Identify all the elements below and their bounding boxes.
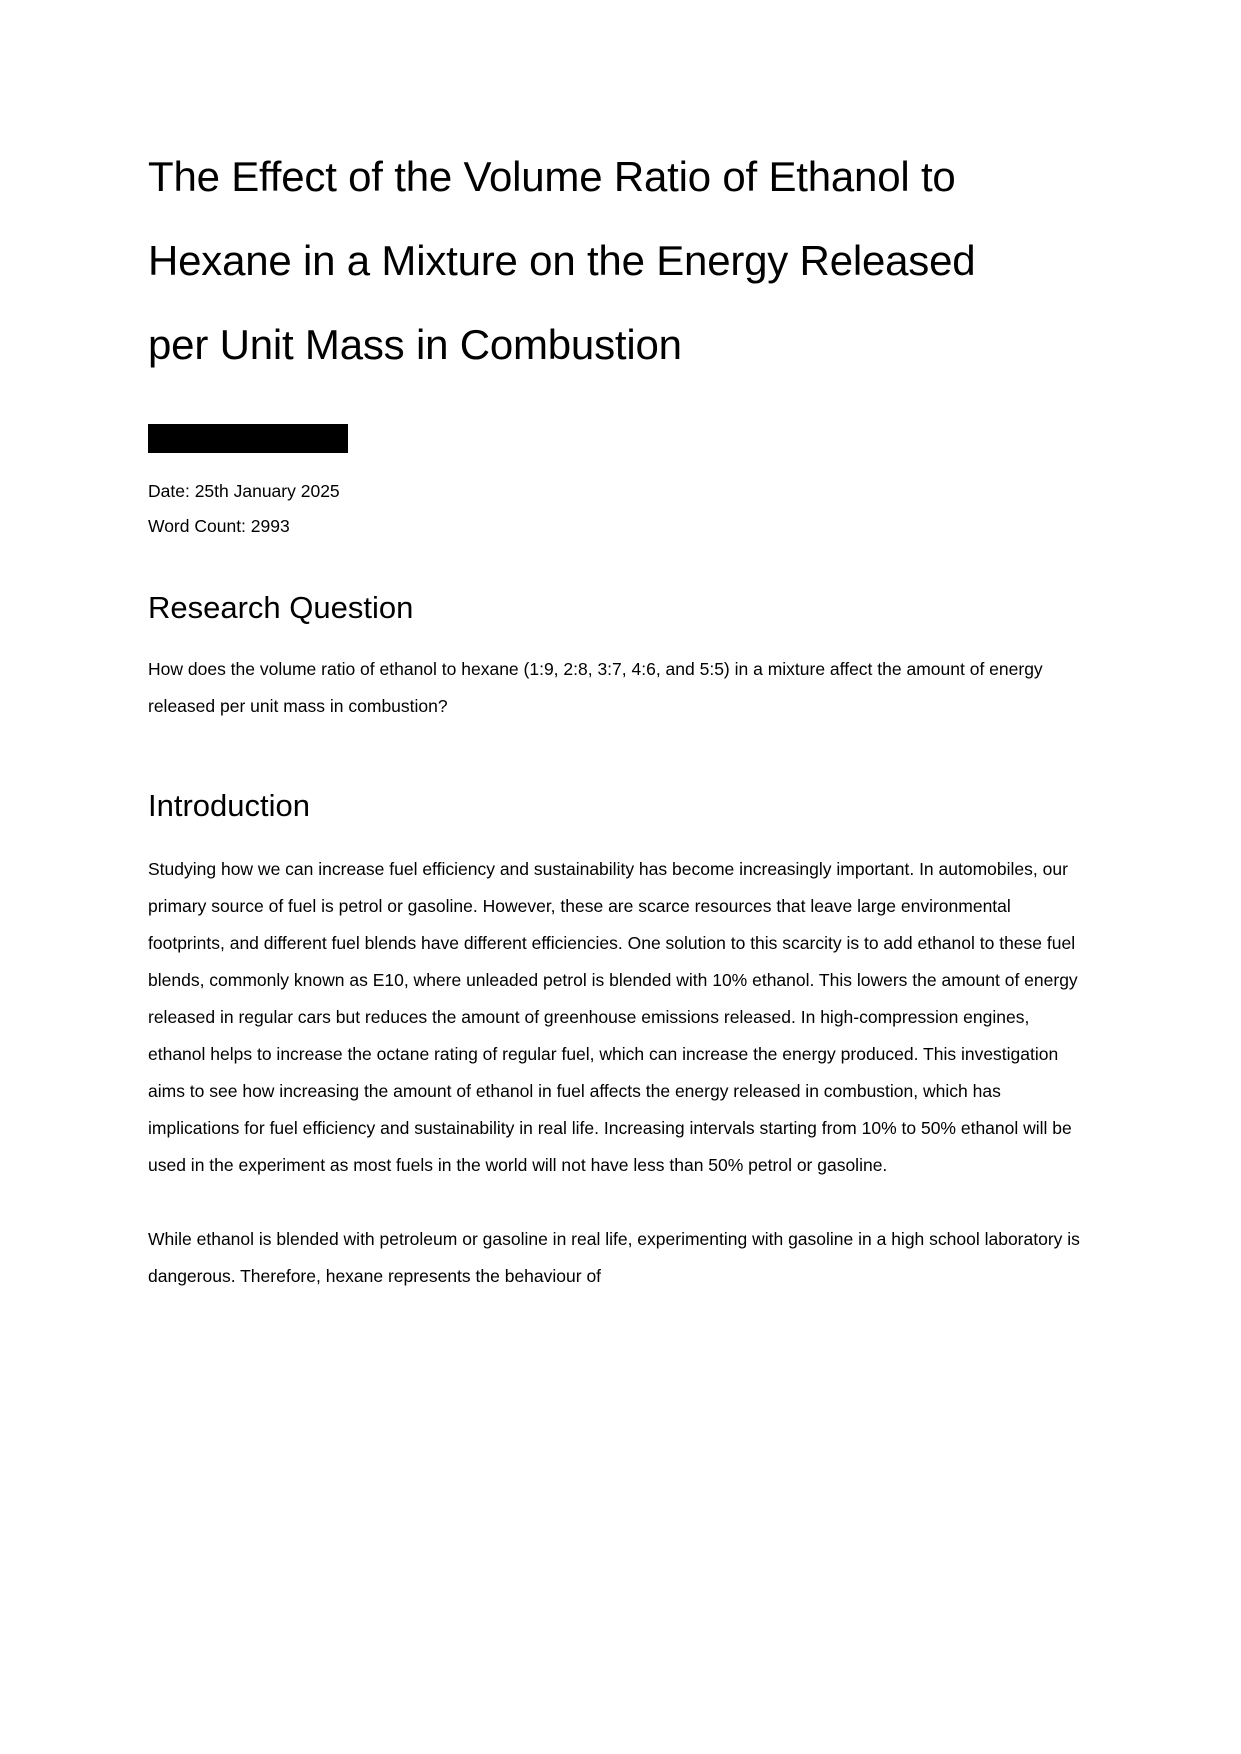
research-question-paragraph: How does the volume ratio of ethanol to hexane (1:9, 2:8, 3:7, 4:6, and 5:5) in a mixture affect the amount of energy released per unit mass in combustion? — [148, 659, 1043, 716]
document-content — [148, 0, 1083, 1295]
redacted-author-block — [148, 424, 348, 453]
page-title: The Effect of the Volume Ratio of Ethanol to Hexane in a Mixture on the Energy Released per Unit Mass in Combustion — [148, 153, 976, 368]
section-heading-introduction: Introduction — [148, 788, 310, 823]
introduction-paragraph-1: Studying how we can increase fuel efficiency and sustainability has become increasingly important. In automobiles, our primary source of fuel is petrol or gasoline. However, these are scarce resources that leave large environmental footprints, and different fuel blends have different efficiencies. One solution to this scarcity is to add ethanol to these fuel blends, commonly known as E10, where unleaded petrol is blended with 10% ethanol. This lowers the amount of energy released in regular cars but reduces the amount of greenhouse emissions released. In high-compression engines, ethanol helps to increase the octane rating of regular fuel, which can increase the energy produced. This investigation aims to see how increasing the amount of ethanol in fuel affects the energy released in combustion, which has implications for fuel efficiency and sustainability in real life. Increasing intervals starting from 10% to 50% ethanol will be used in the experiment as most fuels in the world will not have less than 50% petrol or gasoline. — [148, 859, 1078, 1175]
word-count-line: Word Count: 2993 — [148, 516, 290, 536]
section-heading-research-question: Research Question — [148, 590, 414, 625]
document-metadata — [148, 474, 1083, 544]
date-line: Date: 25th January 2025 — [148, 481, 340, 501]
introduction-paragraph-2: While ethanol is blended with petroleum or gasoline in real life, experimenting with gasoline in a high school laboratory is dangerous. Therefore, hexane represents the behaviour of — [148, 1229, 1080, 1286]
